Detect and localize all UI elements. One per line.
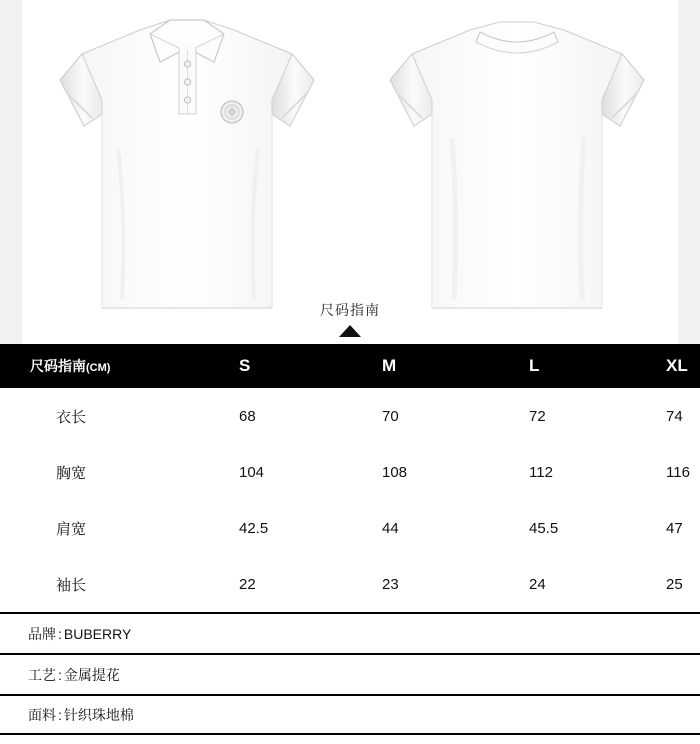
cell-chest-l: 112 bbox=[515, 444, 656, 500]
table-row bbox=[0, 444, 700, 500]
header-label-text: 尺码指南 bbox=[30, 358, 86, 374]
row-label-shoulder: 肩宽 bbox=[0, 500, 227, 556]
row-label-length: 衣长 bbox=[0, 388, 227, 444]
spec-row-brand bbox=[0, 612, 700, 653]
cell-sleeve-xl: 25 bbox=[656, 556, 700, 612]
header-size-xl: XL bbox=[656, 344, 700, 388]
spec-separator: : bbox=[58, 625, 62, 642]
size-table-header bbox=[0, 344, 700, 388]
cell-length-s: 68 bbox=[227, 388, 366, 444]
header-size-guide-label bbox=[0, 344, 227, 388]
product-spec-list bbox=[0, 612, 700, 735]
spec-value-fabric: 针织珠地棉 bbox=[63, 706, 134, 723]
polo-back-view bbox=[352, 8, 682, 338]
size-guide-caption: 尺码指南 bbox=[320, 302, 380, 318]
cell-length-m: 70 bbox=[366, 388, 515, 444]
spec-value-craft: 金属提花 bbox=[63, 666, 120, 683]
cell-length-xl: 74 bbox=[656, 388, 700, 444]
spec-separator: : bbox=[58, 706, 62, 723]
spec-key-brand: 品牌 bbox=[28, 625, 56, 642]
size-guide-table bbox=[0, 344, 700, 612]
spec-key-fabric: 面料 bbox=[28, 706, 56, 723]
polo-front-view bbox=[22, 8, 352, 338]
size-table-body bbox=[0, 388, 700, 612]
spec-separator: : bbox=[58, 666, 62, 683]
cell-shoulder-s: 42.5 bbox=[227, 500, 366, 556]
table-header-row bbox=[0, 344, 700, 388]
product-photo-area bbox=[0, 0, 700, 344]
header-size-l: L bbox=[515, 344, 656, 388]
polo-back-illustration bbox=[352, 8, 682, 338]
cell-shoulder-xl: 47 bbox=[656, 500, 700, 556]
header-size-m: M bbox=[366, 344, 515, 388]
polo-front-illustration bbox=[22, 8, 352, 338]
cell-chest-s: 104 bbox=[227, 444, 366, 500]
caption-arrow-icon bbox=[339, 325, 361, 337]
left-background-rail bbox=[0, 0, 22, 344]
cell-shoulder-m: 44 bbox=[366, 500, 515, 556]
cell-chest-xl: 116 bbox=[656, 444, 700, 500]
row-label-sleeve: 袖长 bbox=[0, 556, 227, 612]
spec-row-craft bbox=[0, 653, 700, 694]
spec-key-craft: 工艺 bbox=[28, 666, 56, 683]
header-unit-text: (CM) bbox=[86, 362, 111, 374]
header-size-s: S bbox=[227, 344, 366, 388]
table-row bbox=[0, 388, 700, 444]
cell-shoulder-l: 45.5 bbox=[515, 500, 656, 556]
cell-length-l: 72 bbox=[515, 388, 656, 444]
logo-patch-icon bbox=[221, 101, 243, 123]
cell-sleeve-l: 24 bbox=[515, 556, 656, 612]
row-label-chest: 胸宽 bbox=[0, 444, 227, 500]
cell-chest-m: 108 bbox=[366, 444, 515, 500]
spec-value-brand: BUBERRY bbox=[63, 625, 132, 642]
cell-sleeve-m: 23 bbox=[366, 556, 515, 612]
table-row bbox=[0, 556, 700, 612]
cell-sleeve-s: 22 bbox=[227, 556, 366, 612]
table-row bbox=[0, 500, 700, 556]
spec-row-fabric bbox=[0, 694, 700, 735]
